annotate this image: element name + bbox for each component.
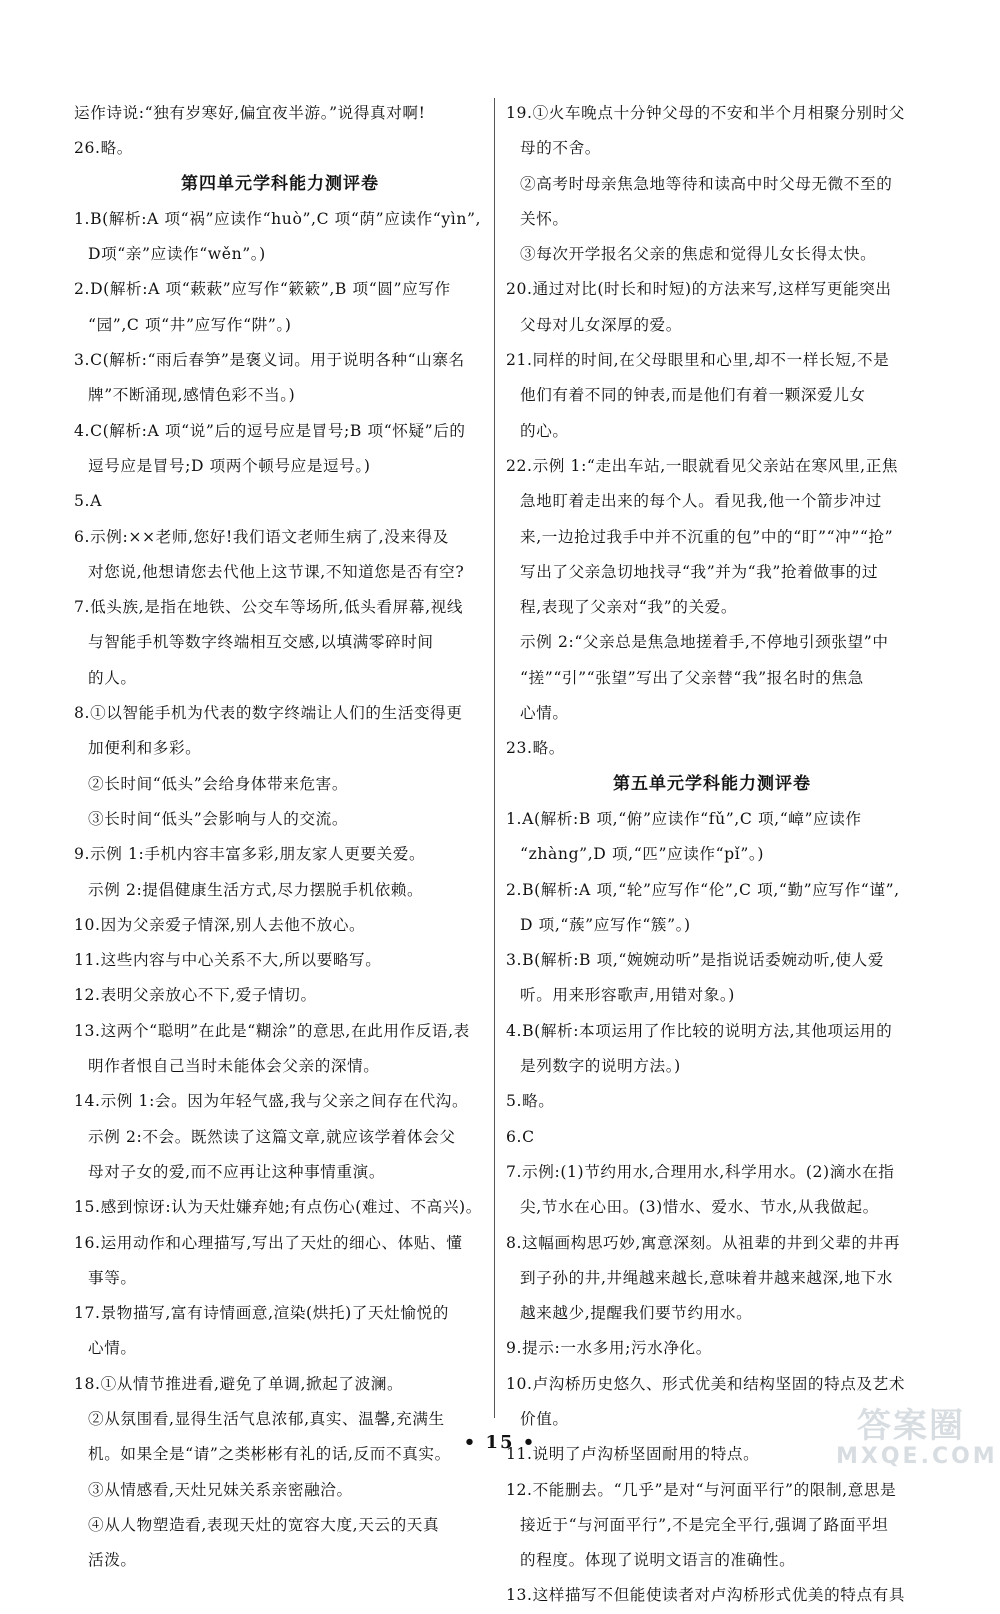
answer-line: D项“亲”应读作“wěn”。): [88, 245, 266, 264]
answer-line: 示例 2:不会。既然读了这篇文章,就应该学着体会父: [88, 1127, 456, 1146]
answer-line: 11.这些内容与中心关系不大,所以要略写。: [74, 951, 382, 970]
answer-line: 4.C(解析:A 项“说”后的逗号应是冒号;B 项“怀疑”后的: [74, 421, 466, 440]
answer-line: 母对子女的爱,而不应再让这种事情重演。: [88, 1162, 386, 1181]
answer-line: 12.表明父亲放心不下,爱子情切。: [74, 986, 317, 1005]
answer-line: ②高考时母亲焦急地等待和读高中时父母无微不至的: [520, 174, 893, 193]
answer-line: ③从情感看,天灶兄妹关系亲密融洽。: [88, 1480, 353, 1499]
answer-line: 10.因为父亲爱子情深,别人去他不放心。: [74, 915, 366, 934]
answer-line: 听。用来形容歌声,用错对象。): [520, 986, 735, 1005]
answer-line: 5.A: [74, 492, 102, 511]
watermark-logo: [836, 1406, 998, 1469]
answer-line: 越来越少,提醒我们要节约用水。: [520, 1304, 753, 1323]
answer-line: 心情。: [88, 1339, 137, 1358]
answer-line: 19.①火车晚点十分钟父母的不安和半个月相聚分别时父: [506, 104, 906, 122]
answer-line: 6.示例:××老师,您好!我们语文老师生病了,没来得及: [74, 527, 449, 546]
answer-line: 18.①从情节推进看,避免了单调,掀起了波澜。: [74, 1374, 404, 1393]
answer-line: 12.不能删去。“几乎”是对“与河面平行”的限制,意思是: [506, 1480, 897, 1499]
right-column: [506, 96, 918, 1614]
watermark-text-en: MXQE.COM: [836, 1444, 998, 1469]
answer-line: 接近于“与河面平行”,不是完全平行,强调了路面平坦: [520, 1515, 889, 1534]
answer-line: 3.C(解析:“雨后春笋”是褒义词。用于说明各种“山寨名: [74, 351, 465, 370]
answer-line: 价值。: [520, 1409, 569, 1428]
section-title: 第五单元学科能力测评卷: [613, 773, 811, 794]
answer-line: 加便利和多彩。: [88, 739, 202, 758]
answer-line: ③长时间“低头”会影响与人的交流。: [88, 809, 349, 828]
answer-line: 对您说,他想请您去代他上这节课,不知道您是否有空?: [88, 562, 465, 581]
answer-line: 活泼。: [88, 1551, 137, 1570]
answer-line: 16.运用动作和心理描写,写出了天灶的细心、体贴、懂: [74, 1233, 463, 1252]
answer-line: 来,一边抢过我手中并不沉重的包”中的“盯”“冲”“抢”: [520, 527, 894, 546]
answer-line: 示例 2:提倡健康生活方式,尽力摆脱手机依赖。: [88, 880, 424, 899]
answer-line: 1.B(解析:A 项“祸”应读作“huò”,C 项“荫”应读作“yìn”,: [74, 209, 482, 228]
answer-line: ②长时间“低头”会给身体带来危害。: [88, 774, 349, 793]
answer-line: 逗号应是冒号;D 项两个顿号应是逗号。): [88, 456, 371, 475]
answer-line: 的心。: [520, 421, 569, 440]
answer-line: 17.景物描写,富有诗情画意,渲染(烘托)了天灶愉悦的: [74, 1304, 449, 1323]
answer-line: 4.B(解析:本项运用了作比较的说明方法,其他项运用的: [506, 1021, 893, 1040]
answer-line: 是列数字的说明方法。): [520, 1057, 681, 1076]
answer-line: 与智能手机等数字终端相互交感,以填满零碎时间: [88, 633, 434, 652]
answer-line: 的人。: [88, 668, 137, 687]
answer-line: “搓”“引”“张望”写出了父亲替“我”报名时的焦急: [520, 668, 864, 687]
answer-line: 尖,节水在心田。(3)惜水、爱水、节水,从我做起。: [520, 1198, 879, 1217]
answer-line: 牌”不断涌现,感情色彩不当。): [88, 386, 296, 405]
section-title: 第四单元学科能力测评卷: [181, 173, 379, 194]
page-number: • 15 •: [463, 1432, 537, 1453]
answer-line: 26.略。: [74, 139, 133, 158]
answer-line: 22.示例 1:“走出车站,一眼就看见父亲站在寒风里,正焦: [506, 456, 899, 475]
answer-line: 21.同样的时间,在父母眼里和心里,却不一样长短,不是: [506, 351, 890, 370]
answer-line: 23.略。: [506, 739, 565, 758]
answer-line: 机。如果全是“请”之类彬彬有礼的话,反而不真实。: [88, 1445, 451, 1464]
answer-line: 2.B(解析:A 项,“轮”应写作“伦”,C 项,“勤”应写作“谨”,: [506, 880, 900, 899]
answer-line: 他们有着不同的钟表,而是他们有着一颗深爱儿女: [520, 386, 866, 405]
answer-line: 13.这两个“聪明”在此是“糊涂”的意思,在此用作反语,表: [74, 1021, 470, 1040]
answer-line: 20.通过对比(时长和时短)的方法来写,这样写更能突出: [506, 280, 892, 299]
answer-line: 8.这幅画构思巧妙,寓意深刻。从祖辈的井到父辈的井再: [506, 1233, 901, 1252]
answer-line: 父母对儿女深厚的爱。: [520, 315, 682, 334]
answer-line: 2.D(解析:A 项“蔌蔌”应写作“簌簌”,B 项“圆”应写作: [74, 280, 451, 299]
answer-line: ②从氛围看,显得生活气息浓郁,真实、温馨,充满生: [88, 1409, 445, 1428]
answer-line: 7.示例:(1)节约用水,合理用水,科学用水。(2)滴水在指: [506, 1162, 895, 1181]
answer-line: 13.这样描写不但能使读者对卢沟桥形式优美的特点有具: [506, 1586, 906, 1605]
answer-line: 10.卢沟桥历史悠久、形式优美和结构坚固的特点及艺术: [506, 1374, 906, 1393]
answer-line: D 项,“蔟”应写作“簇”。): [520, 915, 691, 934]
answer-line: 运作诗说:“独有岁寒好,偏宜夜半游。”说得真对啊!: [74, 104, 426, 122]
answer-line: 示例 2:“父亲总是焦急地搓着手,不停地引颈张望”中: [520, 633, 889, 652]
answer-line: 关怀。: [520, 209, 569, 228]
left-column: [74, 96, 486, 1578]
answer-line: ④从人物塑造看,表现天灶的宽容大度,天云的天真: [88, 1515, 440, 1534]
answer-line: 写出了父亲急切地找寻“我”并为“我”抢着做事的过: [520, 562, 879, 581]
answer-line: 明作者恨自己当时未能体会父亲的深情。: [88, 1057, 380, 1076]
answer-line: 9.示例 1:手机内容丰富多彩,朋友家人更要关爱。: [74, 845, 426, 864]
answer-line: 急地盯着走出来的每个人。看见我,他一个箭步冲过: [520, 492, 882, 511]
answer-line: 9.提示:一水多用;污水净化。: [506, 1339, 712, 1358]
answer-line: 心情。: [520, 704, 569, 723]
answer-line: 1.A(解析:B 项,“俯”应读作“fǔ”,C 项,“嶂”应读作: [506, 809, 862, 828]
column-divider: [494, 98, 495, 1418]
answer-line: 到子孙的井,井绳越来越长,意味着井越来越深,地下水: [520, 1268, 893, 1287]
answer-line: 6.C: [506, 1127, 535, 1146]
answer-line: 程,表现了父亲对“我”的关爱。: [520, 598, 738, 617]
answer-line: 11.说明了卢沟桥坚固耐用的特点。: [506, 1445, 760, 1464]
answer-line: “园”,C 项“井”应写作“阱”。): [88, 315, 292, 334]
answer-line: ③每次开学报名父亲的焦虑和觉得儿女长得太快。: [520, 245, 877, 264]
answer-line: 事等。: [88, 1268, 137, 1287]
answer-line: 5.略。: [506, 1092, 555, 1111]
watermark-text-cn: 答案圈: [857, 1406, 965, 1446]
answer-line: 7.低头族,是指在地铁、公交车等场所,低头看屏幕,视线: [74, 598, 464, 617]
answer-line: 8.①以智能手机为代表的数字终端让人们的生活变得更: [74, 704, 463, 723]
answer-line: 3.B(解析:B 项,“婉婉动听”是指说话委婉动听,使人爱: [506, 951, 885, 970]
answer-line: 15.感到惊讶:认为天灶嫌弃她;有点伤心(难过、不高兴)。: [74, 1198, 482, 1217]
answer-line: “zhàng”,D 项,“匹”应读作“pǐ”。): [520, 845, 765, 864]
answer-line: 母的不舍。: [520, 139, 601, 158]
answer-line: 14.示例 1:会。因为年轻气盛,我与父亲之间存在代沟。: [74, 1092, 469, 1111]
answer-line: 的程度。体现了说明文语言的准确性。: [520, 1551, 796, 1570]
